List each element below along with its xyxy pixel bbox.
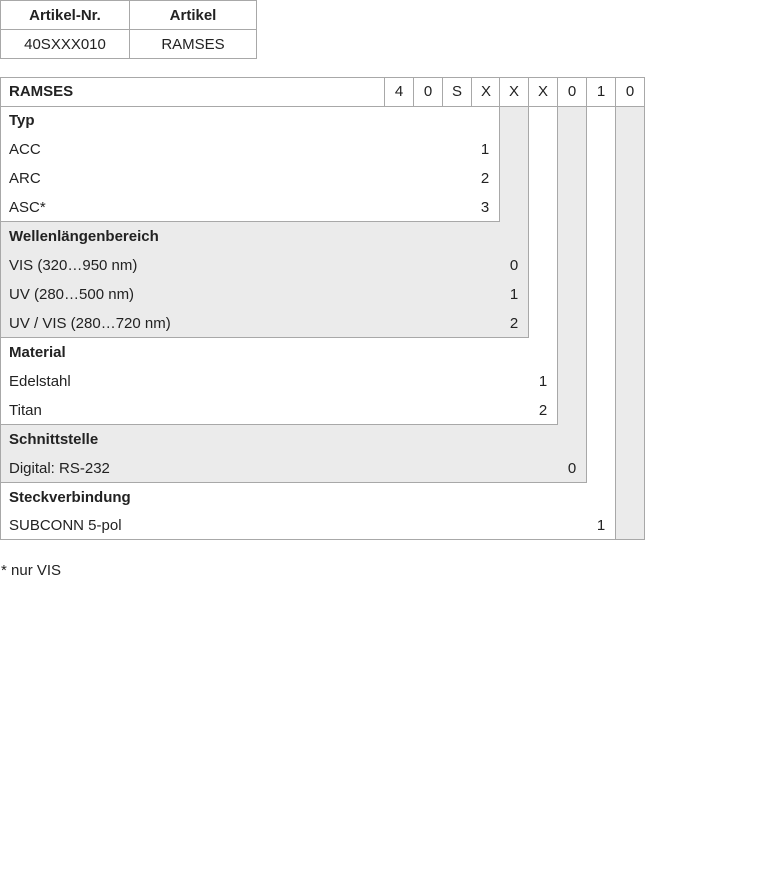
code-digit: 0	[625, 83, 635, 100]
option-label: Titan	[9, 402, 42, 419]
option-label: ARC	[9, 170, 41, 187]
article-table	[0, 0, 257, 59]
code-digit: 0	[423, 83, 433, 100]
code-digit: 0	[567, 83, 577, 100]
option-code: 3	[480, 199, 490, 216]
option-code: 1	[596, 517, 606, 534]
option-code: 1	[509, 286, 519, 303]
shade-column-last	[615, 106, 644, 540]
option-code: 0	[567, 460, 577, 477]
option-code: 1	[538, 373, 548, 390]
option-label: VIS (320…950 nm)	[9, 257, 138, 274]
config-title: RAMSES	[9, 83, 74, 100]
article-name-cell: RAMSES	[130, 30, 257, 59]
code-digit: X	[480, 83, 491, 100]
option-label: SUBCONN 5-pol	[9, 517, 122, 534]
section-heading-typ: Typ	[9, 112, 35, 129]
code-digit: S	[451, 83, 462, 100]
option-label: UV (280…500 nm)	[9, 286, 135, 303]
code-digit: 1	[596, 83, 606, 100]
option-label: Digital: RS-232	[9, 460, 110, 477]
section-heading-wellenlaenge: Wellenlängenbereich	[9, 228, 159, 245]
shade-column-typ	[500, 106, 528, 222]
footnote: * nur VIS	[1, 562, 62, 579]
article-number-header: Artikel-Nr.	[1, 1, 130, 30]
option-label: UV / VIS (280…720 nm)	[9, 315, 171, 332]
option-code: 2	[538, 402, 548, 419]
article-header: Artikel	[130, 1, 257, 30]
option-label: ASC*	[9, 199, 46, 216]
article-number-cell: 40SXXX010	[1, 30, 130, 59]
option-label: ACC	[9, 141, 41, 158]
code-digit: 4	[394, 83, 404, 100]
section-heading-schnittstelle: Schnittstelle	[9, 431, 99, 448]
shade-column-material	[557, 106, 586, 425]
option-code: 2	[509, 315, 519, 332]
option-code: 1	[480, 141, 490, 158]
option-code: 2	[480, 170, 490, 187]
option-label: Edelstahl	[9, 373, 71, 390]
section-heading-material: Material	[9, 344, 66, 361]
option-code: 0	[509, 257, 519, 274]
code-digit: X	[537, 83, 548, 100]
section-heading-steckverbindung: Steckverbindung	[9, 489, 131, 506]
code-digit: X	[508, 83, 519, 100]
